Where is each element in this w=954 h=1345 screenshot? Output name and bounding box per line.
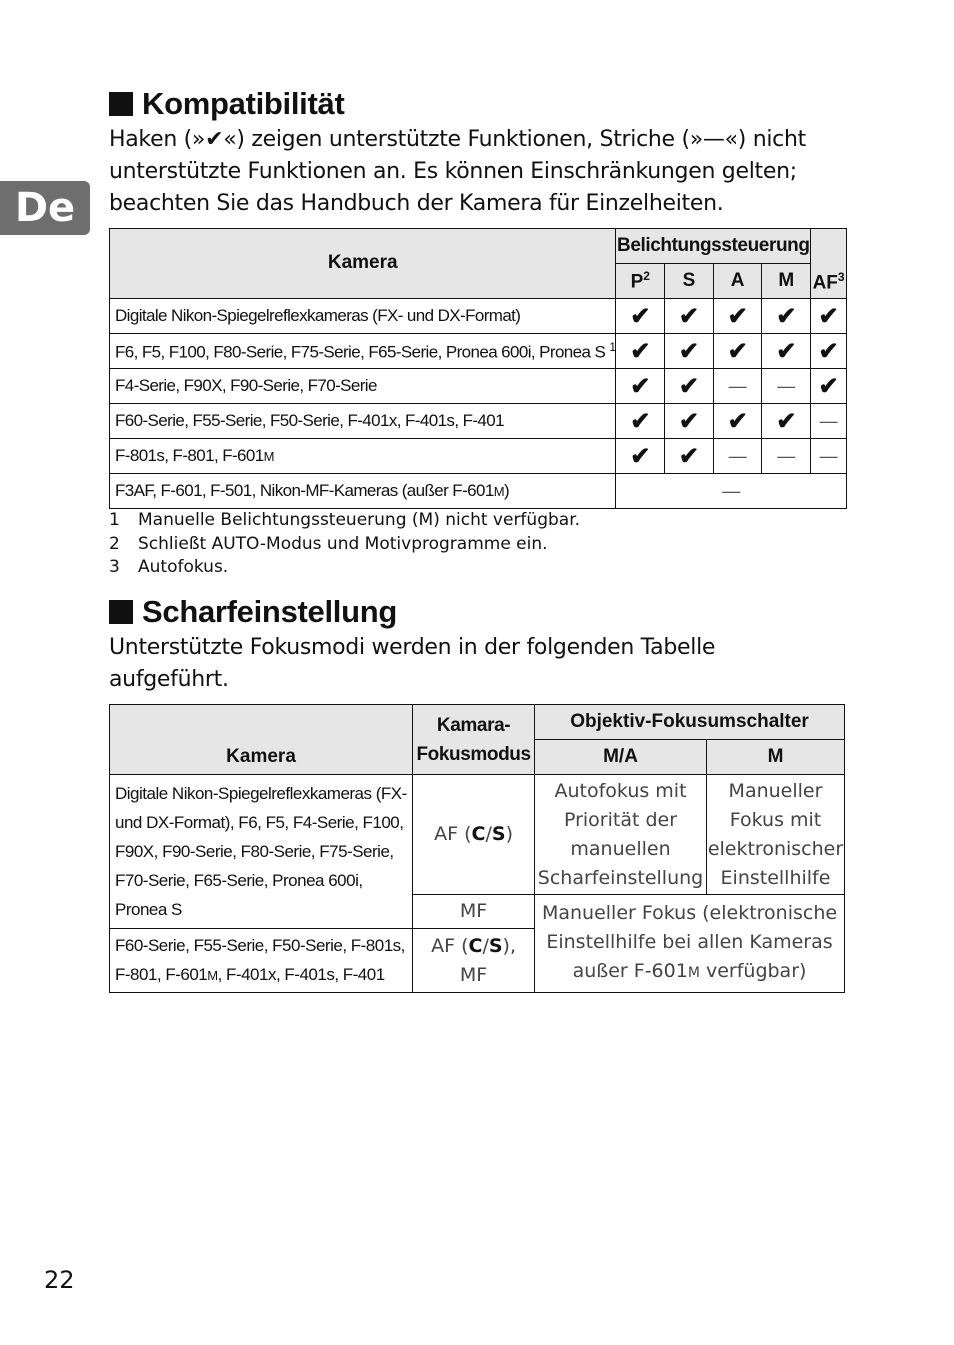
cell-m: ✔ [762, 404, 811, 439]
camera-name: F60-Serie, F55-Serie, F50-Serie, F-801s, F-801, F-601M, F-401x, F-401s, F-401 [110, 929, 413, 993]
footnote: 2 Schließt AUTO-Modus und Motivprogramme ein. [109, 533, 548, 554]
cell-p: ✔ [616, 439, 665, 474]
focus-mode: MF [413, 895, 535, 929]
focus-table [109, 704, 845, 993]
cell-s: ✔ [665, 404, 714, 439]
cell-m: — [762, 439, 811, 474]
footnote: 1 Manuelle Belichtungssteuerung (M) nicht verfügbar. [109, 510, 581, 530]
table-row [110, 439, 847, 474]
cell-s: ✔ [665, 334, 714, 369]
footnotes [109, 509, 580, 580]
cell-s: ✔ [665, 369, 714, 404]
col-header-m: M [706, 740, 844, 775]
cell-a: — [713, 369, 762, 404]
col-header-camera: Kamera [110, 229, 616, 299]
cell-p: ✔ [616, 299, 665, 334]
page-number: 22 [44, 1266, 75, 1294]
camera-name: Digitale Nikon-Spiegelreflexkameras (FX- und DX-Format) [110, 299, 616, 334]
cell-p: ✔ [616, 404, 665, 439]
language-tab: De [0, 181, 90, 235]
cell-merged: Manueller Fokus (elektronische Einstellhilfe bei allen Kameras außer F-601M verfügbar) [535, 895, 845, 993]
compatibility-table [109, 228, 847, 509]
table-row [110, 474, 847, 509]
cell-a: ✔ [713, 334, 762, 369]
col-header-exposure-group: Belichtungssteuerung [616, 229, 811, 264]
col-header-p: $P^2$ [616, 264, 665, 299]
cell-m: ✔ [762, 334, 811, 369]
col-header-lens-switch: Objektiv-Fokusumschalter [535, 705, 845, 740]
cell-a: — [713, 439, 762, 474]
cell-p: ✔ [616, 334, 665, 369]
camera-name: F3AF, F-601, F-501, Nikon-MF-Kameras (außer F-601M) [110, 474, 616, 509]
square-bullet-icon [109, 600, 133, 624]
col-header-ma: M/A [535, 740, 707, 775]
cell-s: ✔ [665, 439, 714, 474]
cell-merged: — [616, 474, 847, 509]
section-heading-focus [109, 594, 397, 630]
cell-s: ✔ [665, 299, 714, 334]
camera-name: F-801s, F-801, F-601M [110, 439, 616, 474]
focus-mode: AF (C/S) [413, 775, 535, 895]
col-header-s: S [665, 264, 714, 299]
intro-paragraph: Haken (»✔«) zeigen unterstützte Funktionen, Striche (»—«) nicht unterstützte Funktionen an. Es können Einschränkungen gelten; beachten Sie das Handbuch der Kamera für Einzelheiten. [109, 127, 806, 216]
cell-m: ✔ [762, 299, 811, 334]
cell-m: — [762, 369, 811, 404]
table-row [110, 775, 845, 895]
table-row [110, 369, 847, 404]
cell-ma: Autofokus mit Priorität der manuellen Scharfeinstellung [535, 775, 707, 895]
camera-name: F4-Serie, F90X, F90-Serie, F70-Serie [110, 369, 616, 404]
cell-af: — [811, 404, 847, 439]
section-title: Kompatibilität [142, 86, 345, 121]
col-header-af: $AF^3$ [811, 229, 847, 299]
cell-a: ✔ [713, 404, 762, 439]
col-header-a: A [713, 264, 762, 299]
focus-mode: AF (C/S), MF [413, 929, 535, 993]
footnote: 3 Autofokus. [109, 557, 229, 577]
cell-af: — [811, 439, 847, 474]
col-header-m: M [762, 264, 811, 299]
cell-af: ✔ [811, 334, 847, 369]
camera-name: F6, F5, F100, F80-Serie, F75-Serie, F65-Serie, Pronea 600i, Pronea S $^1$ [110, 334, 616, 369]
section-heading-compatibility [109, 86, 344, 122]
section-title: Scharfeinstellung [142, 594, 398, 629]
col-header-camera: Kamera [110, 705, 413, 775]
camera-name: Digitale Nikon-Spiegelreflexkameras (FX- und DX-Format), F6, F5, F4-Serie, F100, F90X, F90-Serie, F80-Serie, F75-Serie, F70-Serie, F65-Serie, Pronea 600i, Pronea S [110, 775, 413, 929]
table-row [110, 299, 847, 334]
table-row [110, 334, 847, 369]
camera-name: F60-Serie, F55-Serie, F50-Serie, F-401x, F-401s, F-401 [110, 404, 616, 439]
cell-p: ✔ [616, 369, 665, 404]
cell-af: ✔ [811, 299, 847, 334]
square-bullet-icon [109, 92, 133, 116]
cell-af: ✔ [811, 369, 847, 404]
focus-intro-paragraph: Unterstützte Fokusmodi werden in der folgenden Tabelle aufgeführt. [109, 635, 716, 692]
cell-m: Manueller Fokus mit elektronischer Einstellhilfe [706, 775, 844, 895]
col-header-focus-mode: Kamara-Fokusmodus [413, 705, 535, 775]
table-row [110, 404, 847, 439]
cell-a: ✔ [713, 299, 762, 334]
